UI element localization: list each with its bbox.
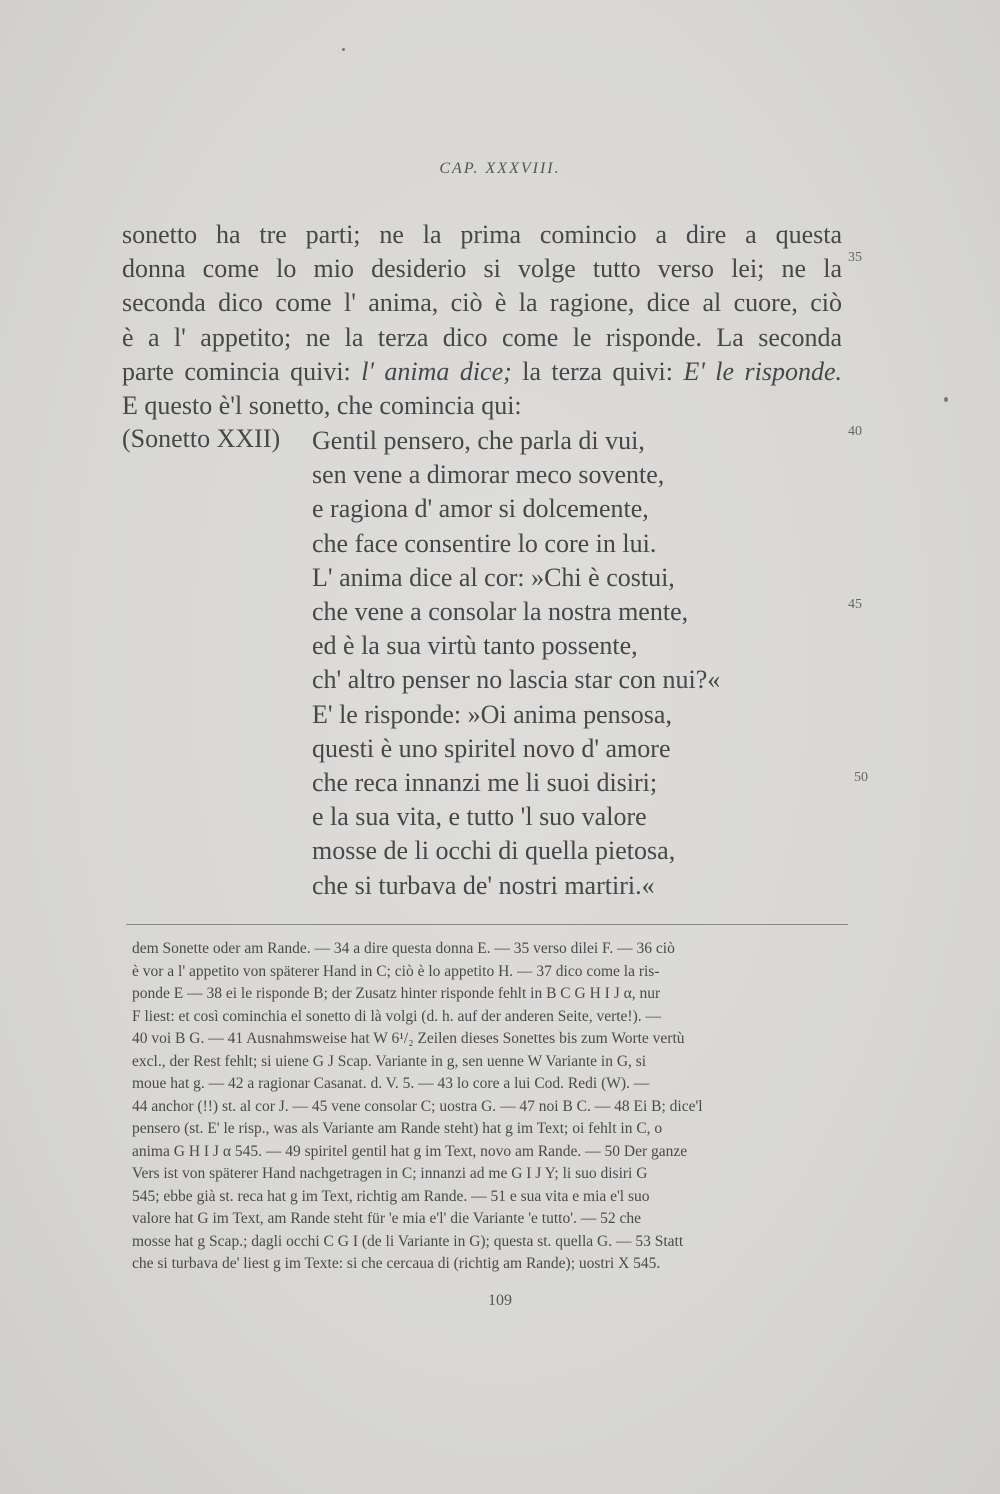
sonnet-label: (Sonetto XXII) [122,424,281,453]
verse-line: che reca innanzi me li suoi disiri; [312,768,658,798]
page-number: 109 [488,1292,512,1309]
apparatus-line: F liest: et così cominchia el sonetto di là volgi (d. h. auf der anderen Seite, verte!). — [132,1007,661,1025]
italic-quote: l' anima dice; [361,356,512,386]
apparatus-line: ponde E — 38 ei le risponde B; der Zusatz hinter risponde fehlt in B C G H I J α, nur [132,985,661,1002]
apparatus-line: è vor a l' appetito von späterer Hand in C; ciò è lo appetito H. — 37 dico come la ris- [132,962,660,980]
apparatus-line: anima G H I J α 545. — 49 spiritel gentil hat g im Text, novo am Rande. — 50 Der ganze [132,1142,688,1160]
verse-line: Gentil pensero, che parla di vui, [312,426,645,455]
apparatus-line: dem Sonette oder am Rande. — 34 a dire questa donna E. — 35 verso dilei F. — 36 ciò [132,940,675,957]
line-number-45: 45 [848,597,862,612]
apparatus-line: 44 anchor (!!) st. al cor J. — 45 vene consolar C; uostra G. — 47 noi B C. — 48 Ei B; dice'l [132,1097,703,1115]
verse-line: sen vene a dimorar meco sovente, [312,460,665,490]
verse-line: che vene a consolar la nostra mente, [312,597,689,627]
line-number-50: 50 [854,770,868,785]
apparatus-line: valore hat G im Text, am Rande steht für 'e mia e'l' die Variante 'e tutto'. — 52 che [132,1210,642,1227]
footnote-rule [126,924,848,925]
verse-line: ch' altro penser no lascia star con nui?« [312,665,721,695]
verse-line: L' anima dice al cor: »Chi è costui, [312,562,675,592]
apparatus-line: excl., der Rest fehlt; si uiene G J Scap. Variante in g, sen uenne W Variante in G, si [132,1052,647,1070]
sonnet-verse [312,424,720,903]
line-number-40: 40 [848,424,862,439]
prose-line: donna come lo mio desiderio si volge tutto verso lei; ne la [122,254,842,284]
prose-line: seconda dico come l' anima, ciò è la ragione, dice al cuore, ciò [122,288,842,318]
critical-apparatus [132,938,848,1276]
ink-speck [342,48,345,51]
verse-line: che face consentire lo core in lui. [312,528,657,558]
verse-line: questi è uno spiritel novo d' amore [312,733,671,763]
verse-line: ed è la sua virtù tanto possente, [312,631,638,661]
verse-line: E' le risponde: »Oi anima pensosa, [312,699,672,729]
line-number-35: 35 [848,250,862,265]
ink-speck [944,397,948,402]
apparatus-line: moue hat g. — 42 a ragionar Casanat. d. V. 5. — 43 lo core a lui Cod. Redi (W). — [132,1075,650,1092]
apparatus-line: 545; ebbe già st. reca hat g im Text, richtig am Rande. — 51 e sua vita e mia e'l suo [132,1187,650,1205]
verse-line: e la sua vita, e tutto 'l suo valore [312,802,647,832]
apparatus-line: pensero (st. E' le risp., was als Variante am Rande steht) hat g im Text; oi fehlt in C, o [132,1120,663,1137]
verse-line: che si turbava de' nostri martiri.« [312,870,655,900]
verse-line: e ragiona d' amor si dolcemente, [312,494,649,524]
apparatus-line: che si turbava de' liest g im Texte: si che cercaua di (richtig am Rande); uostri X 545. [132,1255,661,1272]
verse-line: mosse de li occhi di quella pietosa, [312,836,676,866]
italic-quote: E' le risponde. [683,356,842,386]
prose-line-with-italics: parte comincia quivi: l' anima dice; la terza quivi: E' le risponde. [122,356,842,386]
prose-line: sonetto ha tre parti; ne la prima comincio a dire a questa [122,220,842,249]
apparatus-line: mosse hat g Scap.; dagli occhi C G I (de li Variante in G); questa st. quella G. — 53 Statt [132,1232,684,1250]
running-head: CAP. XXXVIII. [439,160,561,177]
prose-line: è a l' appetito; ne la terza dico come le risponde. La seconda [122,322,842,352]
apparatus-line: Vers ist von späterer Hand nachgetragen in C; innanzi ad me G I J Y; li suo disiri G [132,1165,648,1182]
prose-line: E questo è'l sonetto, che comincia qui: [122,391,522,421]
prose-paragraph [122,218,842,423]
apparatus-line: 40 voi B G. — 41 Ausnahmsweise hat W 6¹/₂ Zeilen dieses Sonettes bis zum Worte vertù [132,1030,685,1047]
